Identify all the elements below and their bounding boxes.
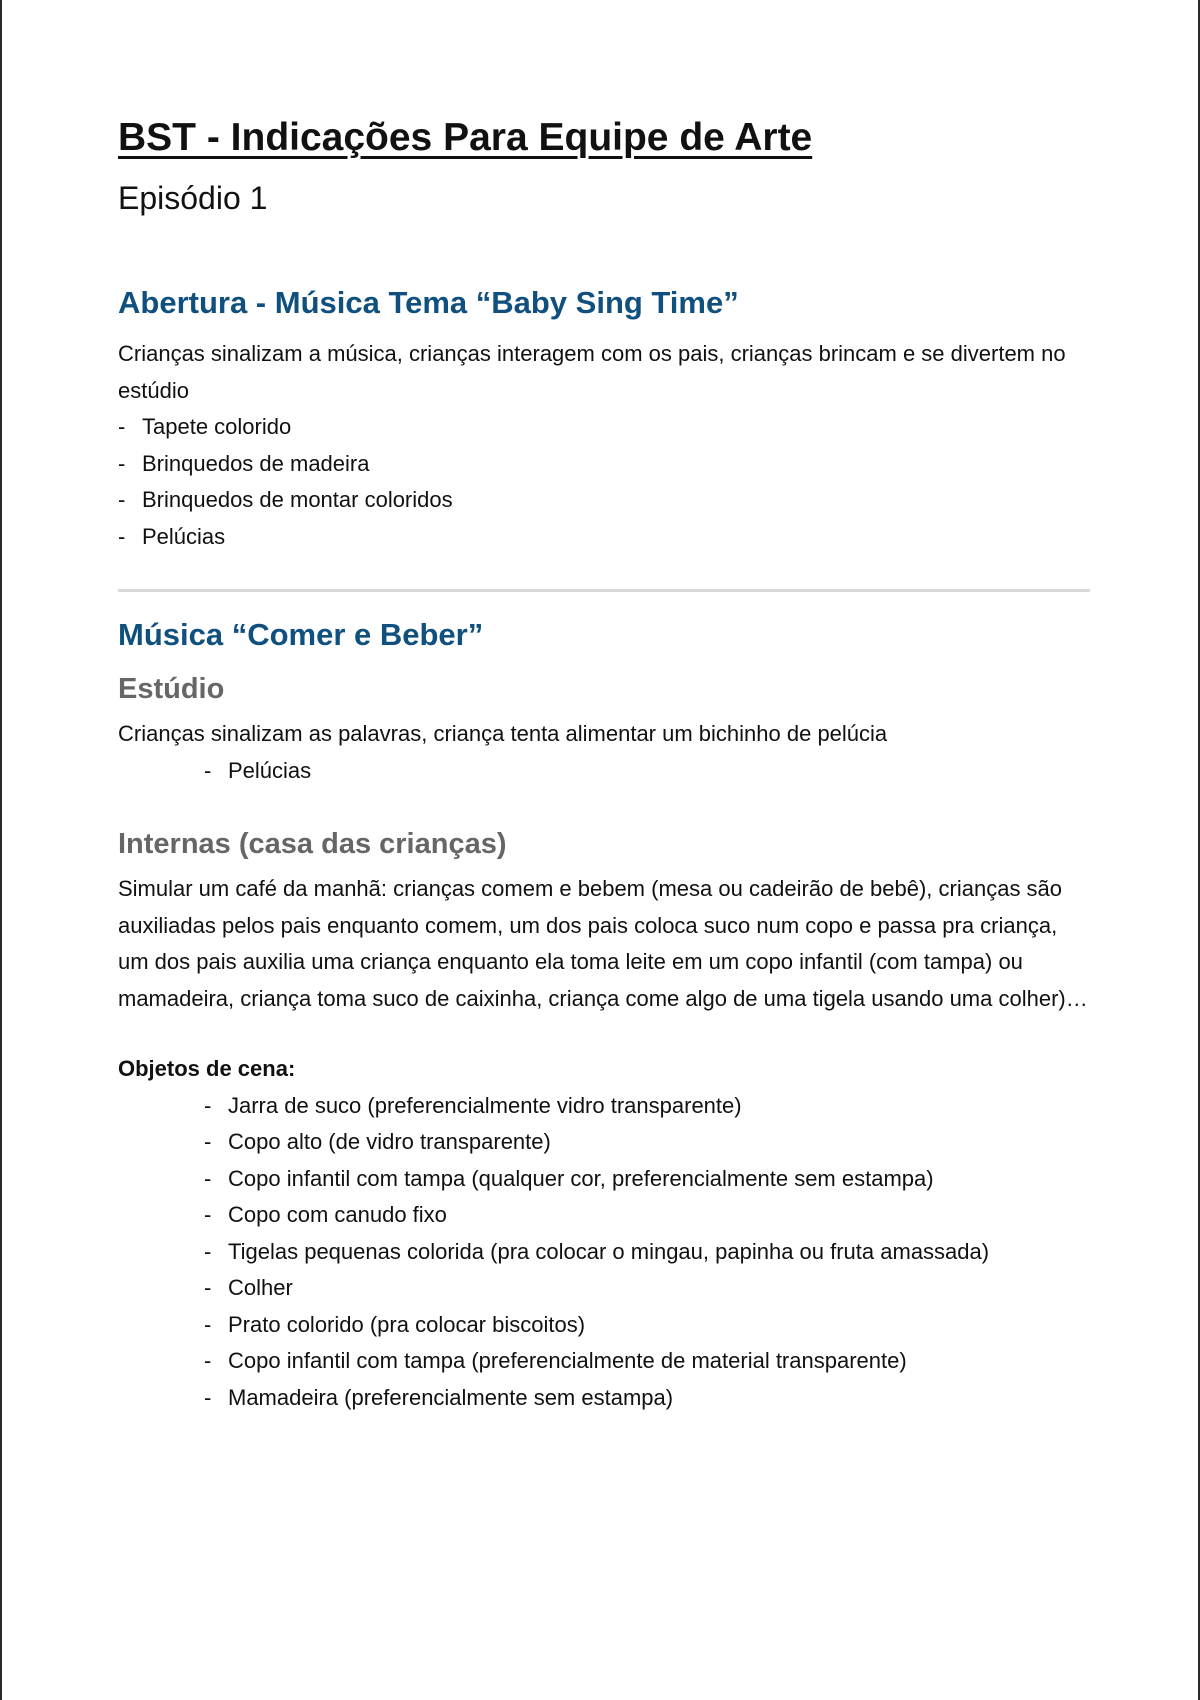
list-marker: - (204, 757, 212, 783)
episode-label: Episódio 1 (118, 180, 268, 216)
comer-beber-heading: Música “Comer e Beber” (118, 617, 484, 652)
opening-heading: Abertura - Música Tema “Baby Sing Time” (118, 285, 739, 320)
list-marker: - (204, 1348, 212, 1373)
list-marker: - (204, 1202, 212, 1227)
list-marker: - (204, 1238, 212, 1264)
section-divider (118, 589, 1090, 592)
list-item: - Brinquedos de madeira (118, 446, 1090, 483)
list-item: - Colher (204, 1270, 1090, 1307)
list-marker: - (118, 450, 126, 476)
list-marker: - (204, 1275, 212, 1300)
list-marker: - (118, 487, 126, 512)
list-item: - Pelúcias (118, 519, 1090, 556)
opening-description: Crianças sinalizam a música, crianças interagem com os pais, crianças brincam e se divertem no estúdio (118, 341, 1066, 403)
list-item: - Brinquedos de montar coloridos (118, 482, 1090, 519)
list-item: - Tapete colorido (118, 409, 1090, 446)
list-marker: - (204, 1311, 212, 1337)
list-marker: - (204, 1092, 212, 1118)
studio-heading: Estúdio (118, 673, 225, 705)
internas-description: Simular um café da manhã: crianças comem e bebem (mesa ou cadeirão de bebê), crianças são auxiliadas pelos pais enquanto comem, um dos pais coloca suco num copo e passa pra criança, um dos pais auxilia uma criança enquanto ela toma leite em um copo infantil (com tampa) ou mamadeira, criança toma suco de caixinha, criança come algo de uma tigela usando uma colher)… (118, 876, 1088, 1011)
studio-items-list (118, 753, 1090, 790)
list-marker: - (204, 1384, 212, 1410)
list-item: - Copo alto (de vidro transparente) (204, 1124, 1090, 1161)
list-item: - Copo infantil com tampa (preferencialmente de material transparente) (204, 1343, 1090, 1380)
document-title: BST - Indicações Para Equipe de Arte (118, 116, 813, 159)
list-item: - Jarra de suco (preferencialmente vidro transparente) (204, 1088, 1090, 1125)
document-content (118, 112, 1090, 1416)
internas-heading: Internas (casa das crianças) (118, 828, 507, 860)
list-item: - Mamadeira (preferencialmente sem estampa) (204, 1380, 1090, 1417)
objects-label: Objetos de cena: (118, 1056, 296, 1081)
objects-list (118, 1088, 1090, 1417)
opening-items-list (118, 409, 1090, 555)
list-item: - Pelúcias (204, 753, 1090, 790)
list-item: - Tigelas pequenas colorida (pra colocar o mingau, papinha ou fruta amassada) (204, 1234, 1090, 1271)
list-marker: - (118, 414, 126, 439)
list-item: - Copo infantil com tampa (qualquer cor, preferencialmente sem estampa) (204, 1161, 1090, 1198)
studio-description: Crianças sinalizam as palavras, criança tenta alimentar um bichinho de pelúcia (118, 721, 888, 746)
list-marker: - (204, 1129, 212, 1154)
list-marker: - (118, 523, 126, 549)
list-item: - Copo com canudo fixo (204, 1197, 1090, 1234)
list-item: - Prato colorido (pra colocar biscoitos) (204, 1307, 1090, 1344)
list-marker: - (204, 1165, 212, 1191)
